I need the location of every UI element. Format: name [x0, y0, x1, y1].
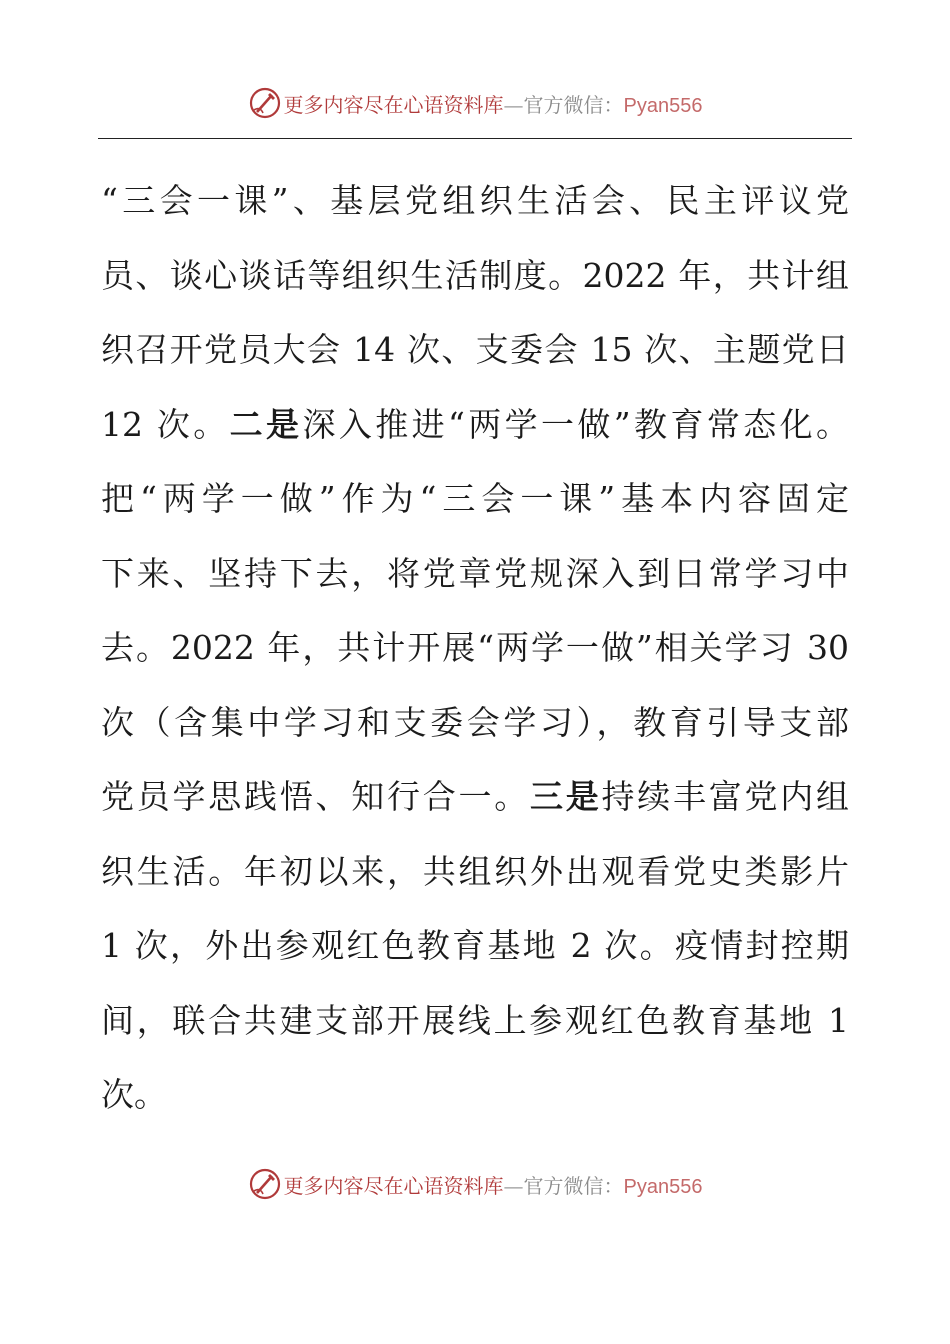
body-line: 织生活。年初以来，共组织外出观看党史类影片	[101, 851, 849, 891]
body-line: 1 次，外出参观红色教育基地 2 次。疫情封控期	[101, 926, 849, 965]
footer-banner	[0, 1160, 950, 1208]
body-text-segment: 党员学思践悟、知行合一。	[101, 777, 530, 816]
header-wechat-id: Pyan556	[623, 94, 703, 117]
footer-site-text: 更多内容尽在心语资料库	[283, 1173, 504, 1198]
body-line: 下来、坚持下去，将党章党规深入到日常学习中	[101, 553, 849, 593]
body-line: 员、谈心谈话等组织生活制度。2022 年，共计组	[101, 255, 849, 295]
body-line	[101, 396, 849, 471]
body-line: 次。	[101, 1075, 167, 1114]
footer-wechat-id: Pyan556	[623, 1175, 703, 1198]
header-wechat-label: 官方微信：	[523, 92, 624, 117]
body-line: 织召开党员大会 14 次、支委会 15 次、主题党日	[101, 330, 849, 369]
footer-dash: —	[503, 1173, 524, 1198]
footer-wechat-label: 官方微信：	[523, 1173, 624, 1198]
body-text-segment: 持续丰富党内组	[601, 777, 849, 816]
bold-point-two: 二是	[229, 404, 303, 444]
body-line: 把“两学一做”作为“三会一课”基本内容固定	[101, 479, 849, 518]
body-line: “三会一课”、基层党组织生活会、民主评议党	[101, 181, 849, 220]
header-text	[284, 89, 703, 118]
body-line: 间，联合共建支部开展线上参观红色教育基地 1	[101, 1000, 849, 1040]
bold-point-three: 三是	[530, 777, 602, 816]
body-line: 次（含集中学习和支委会学习），教育引导支部	[101, 702, 849, 742]
header-banner	[0, 79, 950, 127]
document-body	[101, 172, 849, 1141]
body-line: 去。2022 年，共计开展“两学一做”相关学习 30	[101, 628, 849, 667]
header-site-text: 更多内容尽在心语资料库	[283, 92, 504, 117]
body-line	[101, 768, 849, 843]
body-text-segment: 12 次。	[101, 404, 230, 444]
pen-logo-icon	[248, 1167, 282, 1201]
body-text-segment: 深入推进“两学一做”教育常态化。	[302, 404, 850, 444]
pen-logo-icon	[248, 86, 282, 120]
header-divider	[98, 138, 852, 139]
header-dash: —	[503, 92, 524, 117]
footer-text	[284, 1170, 703, 1199]
